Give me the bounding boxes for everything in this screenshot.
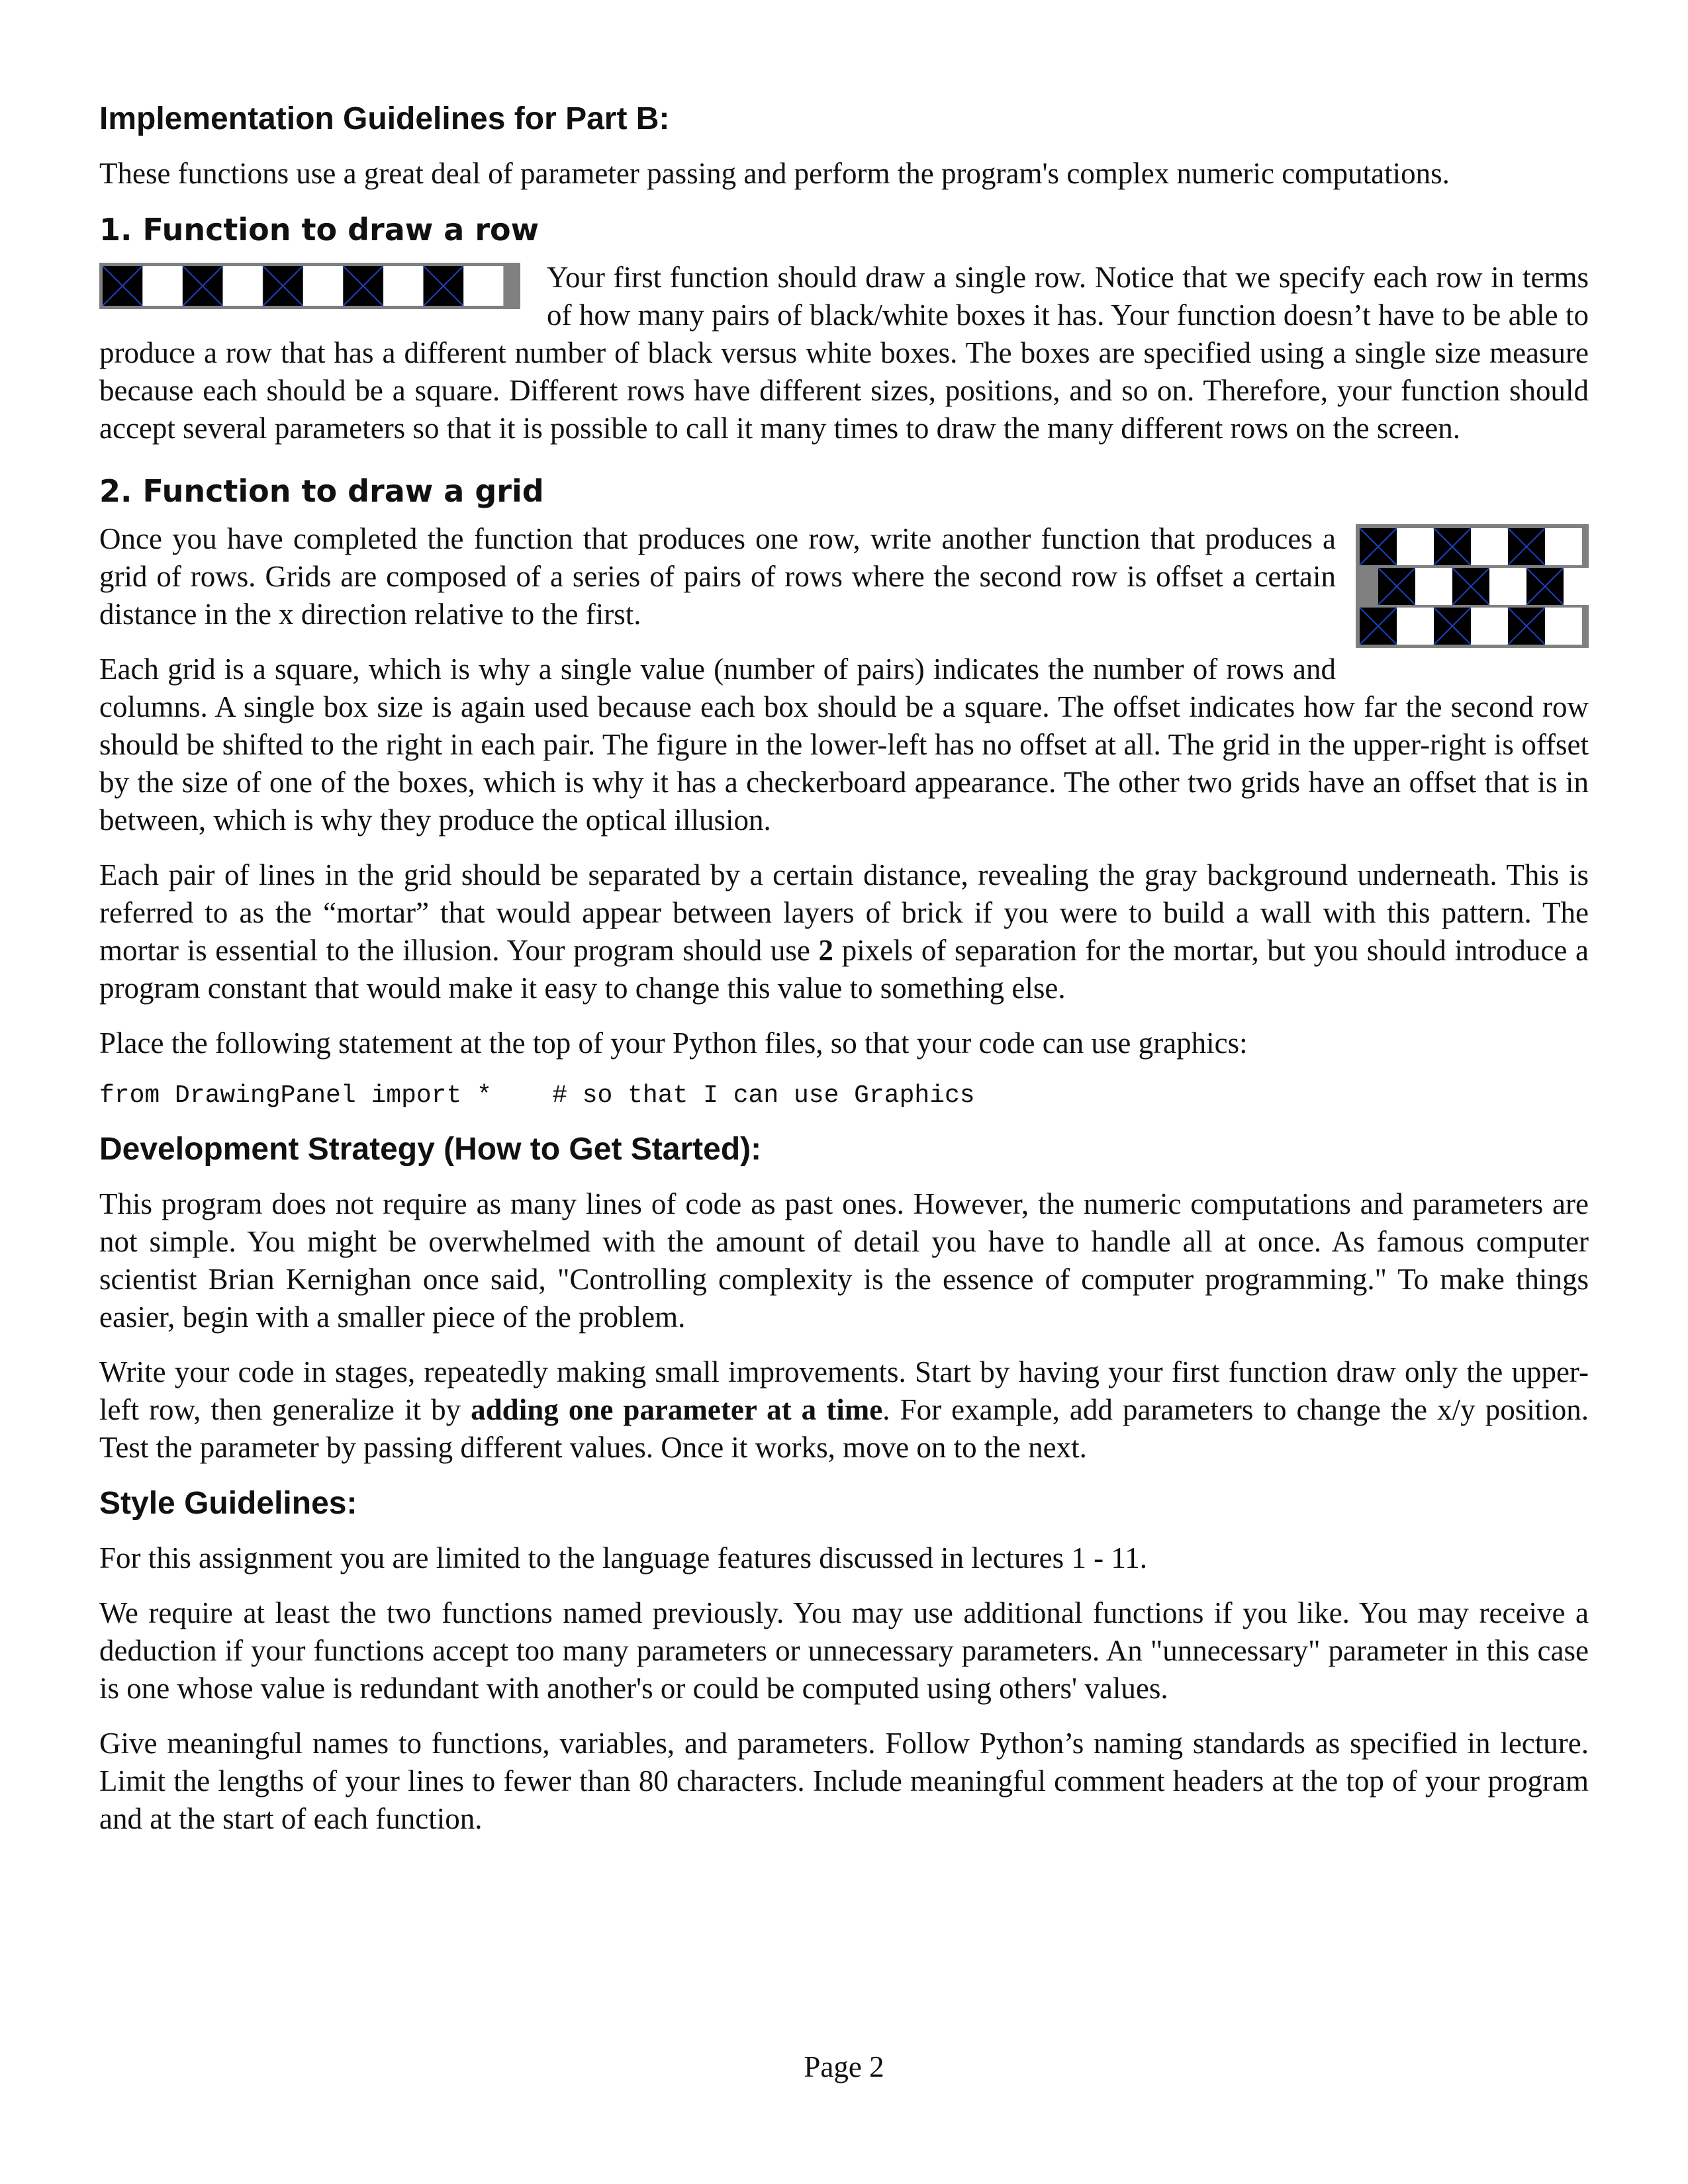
grid-paragraph-3	[99, 856, 1589, 1007]
row-box-10	[463, 266, 503, 306]
development-paragraph-1: This program does not require as many lines of code as past ones. However, the numeric computations and parameters are not simple. You might be overwhelmed with the amount of detail you have to handle all at once. As famous computer scientist Brian Kernighan once said, "Controlling complexity is the essence of computer programming." To make things easier, begin with a smaller piece of the problem.	[99, 1187, 1589, 1334]
grid-box-r1-4	[1471, 528, 1508, 565]
import-code-line: from DrawingPanel import * # so that I can use Graphics	[99, 1081, 975, 1110]
style-paragraph-3: Give meaningful names to functions, variables, and parameters. Follow Python’s naming standards as specified in lecture. Limit the lengths of your lines to fewer than 80 characters. Include meaningful comment headers at the top of your program and at the start of each function.	[99, 1727, 1589, 1835]
import-instruction: Place the following statement at the top of your Python files, so that your code can use graphics:	[99, 1026, 1248, 1060]
mortar-text-b: pixels of separation for the mortar, but you should introduce a program constant that would make it easy to change this value to something else.	[99, 934, 1589, 1005]
development-text-a: Write your code in stages, repeatedly making small improvements. Start by having your first function draw only the upper-left row, then generalize it by	[99, 1355, 1589, 1426]
mortar-text-a: Each pair of lines in the grid should be separated by a certain distance, revealing the gray background underneath. This is referred to as the “mortar” that would appear between layers of brick if you were to build a wall with this pattern. The mortar is essential to the illusion. Your program should use	[99, 858, 1589, 967]
grid-box-r3-6	[1545, 608, 1582, 645]
section-1-paragraph: Your first function should draw a single row. Notice that we specify each row in terms of how many pairs of black/white boxes it has. Your function doesn’t have to be able to produce a row that has a different number of black versus white boxes. The boxes are specified using a single size measure because each should be a square. Different rows have different sizes, positions, and so on. Therefore, your function should accept several parameters so that it is possible to call it many times to draw the many different rows on the screen.	[99, 261, 1589, 445]
intro-paragraph: These functions use a great deal of parameter passing and perform the program's complex numeric computations.	[99, 157, 1450, 190]
development-text-b: . For example, add parameters to change the x/y position. Test the parameter by passing different values. Once it works, move on to the next.	[99, 1393, 1589, 1464]
single-row-figure	[99, 263, 520, 309]
style-guidelines-heading: Style Guidelines:	[99, 1486, 357, 1521]
grid-paragraph-2: Each grid is a square, which is why a single value (number of pairs) indicates the number of rows and columns. A single box size is again used because each box should be a square. The offset indicates how far the second row should be shifted to the right in each pair. The figure in the lower-left has no offset at all. The grid in the upper-right is offset by the size of one of the boxes, which is why it has a checkerboard appearance. The other two grids have an offset that is in between, which is why they produce the optical illusion.	[99, 653, 1589, 837]
row-box-4	[223, 266, 263, 306]
section-1-heading: 1. Function to draw a row	[99, 212, 539, 248]
grid-box-r2-2	[1415, 568, 1452, 605]
grid-box-r3-2	[1397, 608, 1434, 645]
grid-figure	[1356, 524, 1589, 648]
development-strategy-heading: Development Strategy (How to Get Started):	[99, 1132, 762, 1167]
row-box-8	[383, 266, 423, 306]
row-box-2	[143, 266, 183, 306]
style-paragraph-2: We require at least the two functions named previously. You may use additional functions if you like. You may receive a deduction if your functions accept too many parameters or unnecessary parameters. An "unnecessary" parameter in this case is one whose value is redundant with another's or could be computed using others' values.	[99, 1596, 1589, 1705]
grid-box-r2-4	[1489, 568, 1526, 605]
grid-paragraph-1: Once you have completed the function that produces one row, write another function that produces a grid of rows. Grids are composed of a series of pairs of rows where the second row is offset a certain distance in the x direction relative to the first.	[99, 522, 1336, 631]
grid-box-r1-2	[1397, 528, 1434, 565]
grid-box-r3-4	[1471, 608, 1508, 645]
development-paragraph-2	[99, 1353, 1589, 1467]
grid-box-r2-6	[1564, 568, 1589, 605]
grid-box-r1-6	[1545, 528, 1582, 565]
implementation-guidelines-heading: Implementation Guidelines for Part B:	[99, 101, 670, 136]
style-paragraph-1: For this assignment you are limited to the language features discussed in lectures 1 - 11.	[99, 1541, 1147, 1574]
page-number: Page 2	[804, 2050, 884, 2083]
row-box-6	[303, 266, 343, 306]
section-2-heading: 2. Function to draw a grid	[99, 473, 544, 509]
mortar-pixels-value: 2	[818, 934, 834, 967]
development-bold-phrase: adding one parameter at a time	[471, 1393, 883, 1426]
